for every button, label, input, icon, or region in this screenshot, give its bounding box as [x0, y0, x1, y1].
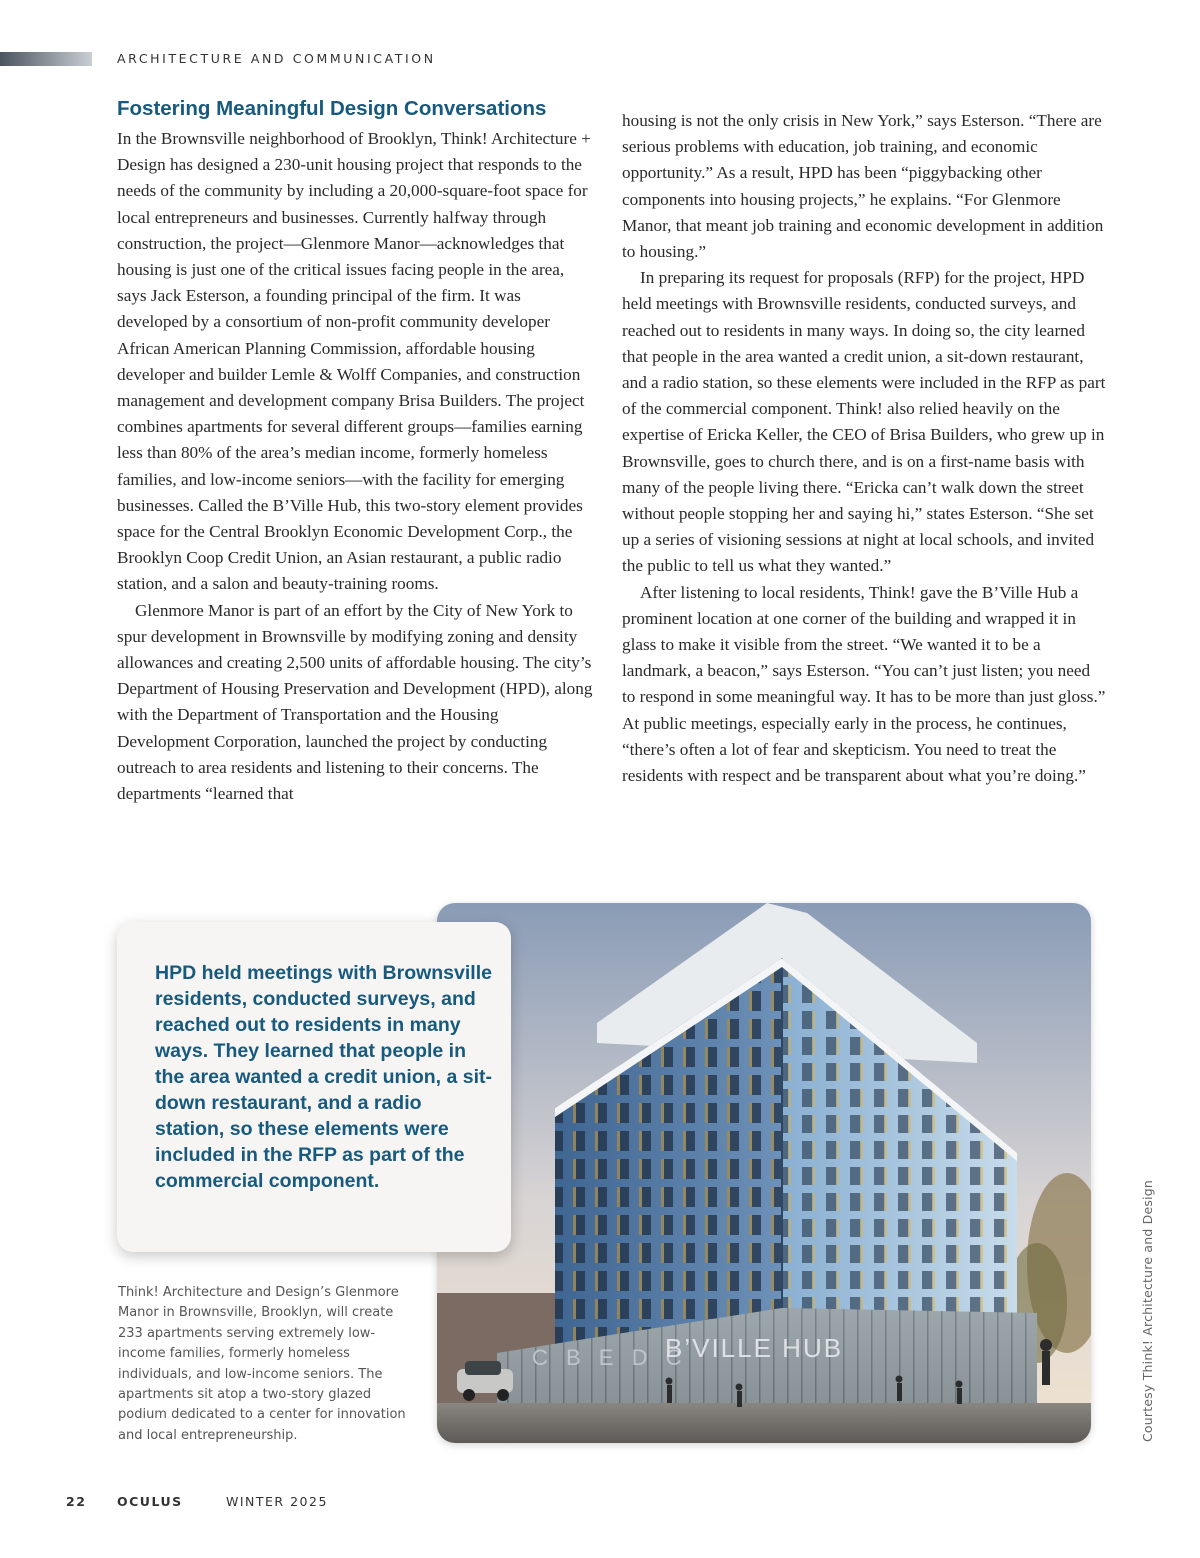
photo-credit: Courtesy Think! Architecture and Design: [1140, 1179, 1155, 1442]
building-rendering-photo: [437, 903, 1091, 1443]
article-column-left: [117, 96, 593, 807]
section-color-bar: [0, 52, 92, 66]
podium-sign-right: B’VILLE HUB: [665, 1333, 844, 1363]
section-label: ARCHITECTURE AND COMMUNICATION: [117, 51, 436, 66]
magazine-name: OCULUS: [117, 1494, 183, 1509]
pull-quote-box: [117, 922, 511, 1252]
paragraph: housing is not the only crisis in New York,” says Esterson. “There are serious problems with education, job training, and economic opportunity.” As a result, HPD has been “piggybacking other components into housing projects,” he explains. “For Glenmore Manor, that meant job training and economic development in addition to housing.”: [622, 111, 1104, 262]
article-column-right: [622, 108, 1106, 789]
paragraph: After listening to local residents, Think! gave the B’Ville Hub a prominent location at one corner of the building and wrapped it in glass to make it visible from the street. “We wanted it to be a landmark, a beacon,” says Esterson. “You can’t just listen; you need to respond in some meaningful way. It has to be more than just gloss.” At public meetings, especially early in the process, he continues, “there’s often a lot of fear and skepticism. You need to treat the residents with respect and be transparent about what you’re doing.”: [622, 582, 1106, 786]
page-number: 22: [66, 1494, 87, 1509]
article-headline: Fostering Meaningful Design Conversations: [117, 97, 547, 120]
pull-quote: HPD held meetings with Brownsville residents, conducted surveys, and reached out to residents in many ways. They learned that people in the area wanted a credit union, a sit-down restaurant, and a radio station, so these elements were included in the RFP as part of the commercial component.: [155, 962, 492, 1192]
paragraph: In the Brownsville neighborhood of Brooklyn, Think! Architecture + Design has designed a 230-unit housing project that responds to the needs of the community by including a 20,000-square-foot space for local entrepreneurs and businesses. Currently halfway through construction, the project—Glenmore Manor—acknowledges that housing is just one of the critical issues facing people in the area, says Jack Esterson, a founding principal of the firm. It was developed by a consortium of non-profit community developer African American Planning Commission, affordable housing developer and builder Lemle & Wolff Companies, and construction management and development company Brisa Builders. The project combines apartments for several different groups—families earning less than 80% of the area’s median income, formerly homeless families, and low-income seniors—with the facility for emerging businesses. Called the B’Ville Hub, this two-story element provides space for the Central Brooklyn Economic Development Corp., the Brooklyn Coop Credit Union, an Asian restaurant, a public radio station, and a salon and beauty-training rooms.: [117, 129, 591, 594]
photo-caption: Think! Architecture and Design’s Glenmore Manor in Brownsville, Brooklyn, will create 233 apartments serving extremely low-income families, formerly homeless individuals, and low-income seniors. The apartments sit atop a two-story glazed podium dedicated to a center for innovation and local entrepreneurship.: [118, 1285, 406, 1443]
paragraph: In preparing its request for proposals (RFP) for the project, HPD held meetings with Brownsville residents, conducted surveys, and reached out to residents in many ways. In doing so, the city learned that people in the area wanted a credit union, a sit-down restaurant, and a radio station, so these elements were included in the RFP as part of the commercial component. Think! also relied heavily on the expertise of Ericka Keller, the CEO of Brisa Builders, who grew up in Brownsville, goes to church there, and is on a first-name basis with many of the people living there. “Ericka can’t walk down the street without people stopping her and saying hi,” states Esterson. “She set up a series of visioning sessions at night at local schools, and invited the public to tell us what they wanted.”: [622, 268, 1106, 576]
podium-sign-left: C B E D C: [532, 1345, 688, 1370]
paragraph: Glenmore Manor is part of an effort by the City of New York to spur development in Brownsville by modifying zoning and density allowances and creating 2,500 units of affordable housing. The city’s Department of Housing Preservation and Development (HPD), along with the Department of Transportation and the Housing Development Corporation, launched the project by conducting outreach to area residents and listening to their concerns. The departments “learned that: [117, 600, 593, 804]
issue-date: WINTER 2025: [226, 1494, 328, 1509]
